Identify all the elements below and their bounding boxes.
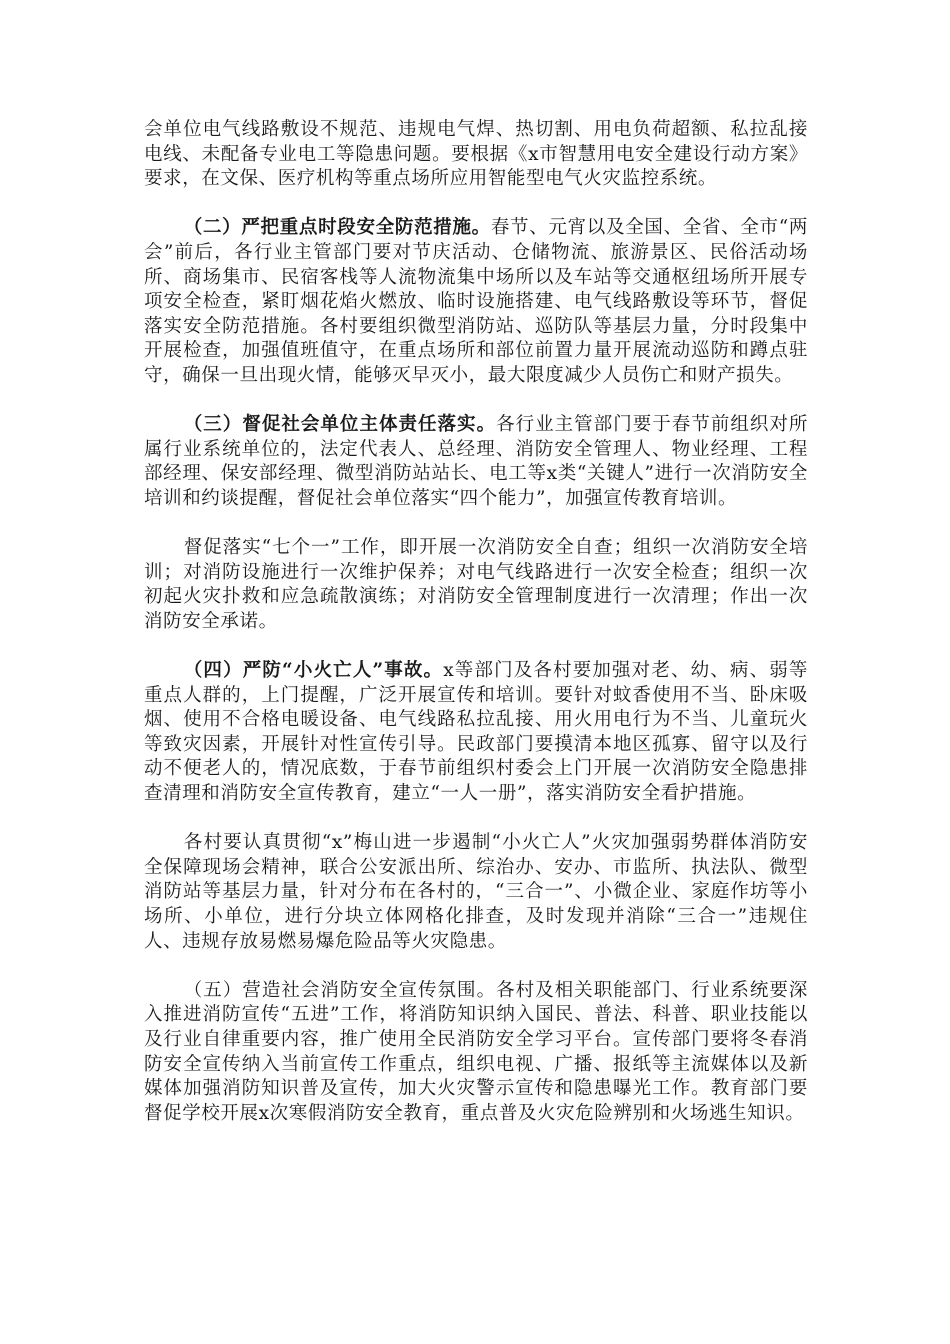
paragraph-body: 春节、元宵以及全国、全省、全市“两会”前后，各行业主管部门要对节庆活动、仓储物流、旅游景区、民俗活动场所、商场集市、民宿客栈等人流物流集中场所以及车站等交通枢纽场所开展专项安全检查，紧盯烟花焰火燃放、临时设施搭建、电气线路敷设等环节，督促落实安全防范措施。各村要组织微型消防站、巡防队等基层力量，分时段集中开展检查，加强值班值守，在重点场所和部位前置力量开展流动巡防和蹲点驻守，确保一旦出现火情，能够灭早灭小，最大限度减少人员伤亡和财产损失。 [144,217,808,386]
section-heading: （三）督促社会单位主体责任落实。 [183,414,497,436]
section-heading: （二）严把重点时段安全防范措施。 [183,217,491,239]
paragraph-body: 各村要认真贯彻“x”梅山进一步遏制“小火亡人”火灾加强弱势群体消防安全保障现场会精神，联合公安派出所、综治办、安办、市监所、执法队、微型消防站等基层力量，针对分布在各村的，“三合一”、小微企业、家庭作坊等小场所、小单位，进行分块立体网格化排查，及时发现并消除“三合一”违规住人、违规存放易燃易爆危险品等火灾隐患。 [144,832,808,952]
paragraph-gap [144,192,808,217]
paragraph-gap [144,954,808,979]
paragraph-section-3 [144,413,808,511]
paragraph-body: 督促落实“七个一”工作，即开展一次消防安全自查；组织一次消防安全培训；对消防设施进行一次维护保养；对电气线路进行一次安全检查；组织一次初起火灾扑救和应急疏散演练；对消防安全管理制度进行一次清理；作出一次消防安全承诺。 [144,537,808,632]
paragraph-body: x等部门及各村要加强对老、幼、病、弱等重点人群的，上门提醒，广泛开展宣传和培训。要针对蚊香使用不当、卧床吸烟、使用不合格电暖设备、电气线路私拉乱接、用火用电行为不当、儿童玩火等致灾因素，开展针对性宣传引导。民政部门要摸清本地区孤寡、留守以及行动不便老人的，情况底数，于春节前组织村委会上门开展一次消防安全隐患排查清理和消防安全宣传教育，建立“一人一册”，落实消防安全看护措施。 [144,660,808,805]
paragraph-body: （五）营造社会消防安全宣传氛围。各村及相关职能部门、行业系统要深入推进消防宣传“五进”工作，将消防知识纳入国民、普法、科普、职业技能以及行业自律重要内容，推广使用全民消防安全学习平台。宣传部门要将冬春消防安全宣传纳入当前宣传工作重点，组织电视、广播、报纸等主流媒体以及新媒体加强消防知识普及宣传，加大火灾警示宣传和隐患曝光工作。教育部门要督促学校开展x次寒假消防安全教育，重点普及火灾危险辨别和火场逃生知识。 [144,979,808,1124]
document-page [144,118,808,1126]
paragraph-section-5 [144,979,808,1127]
paragraph-body: 各行业主管部门要于春节前组织对所属行业系统单位的，法定代表人、总经理、消防安全管理人、物业经理、工程部经理、保安部经理、微型消防站站长、电工等x类“关键人”进行一次消防安全培训和约谈提醒，督促社会单位落实“四个能力”，加强宣传教育培训。 [144,414,808,509]
paragraph-gap [144,389,808,414]
paragraph-gap [144,634,808,659]
paragraph-gap [144,512,808,537]
paragraph-villages [144,831,808,954]
paragraph-continuation [144,118,808,192]
paragraph-gap [144,807,808,832]
paragraph-body: 会单位电气线路敷设不规范、违规电气焊、热切割、用电负荷超额、私拉乱接电线、未配备专业电工等隐患问题。要根据《x市智慧用电安全建设行动方案》要求，在文保、医疗机构等重点场所应用智能型电气火灾监控系统。 [144,119,808,190]
paragraph-seven-ones [144,536,808,634]
section-heading: （四）严防“小火亡人”事故。 [183,660,444,682]
paragraph-section-2 [144,216,808,388]
paragraph-section-4 [144,659,808,807]
